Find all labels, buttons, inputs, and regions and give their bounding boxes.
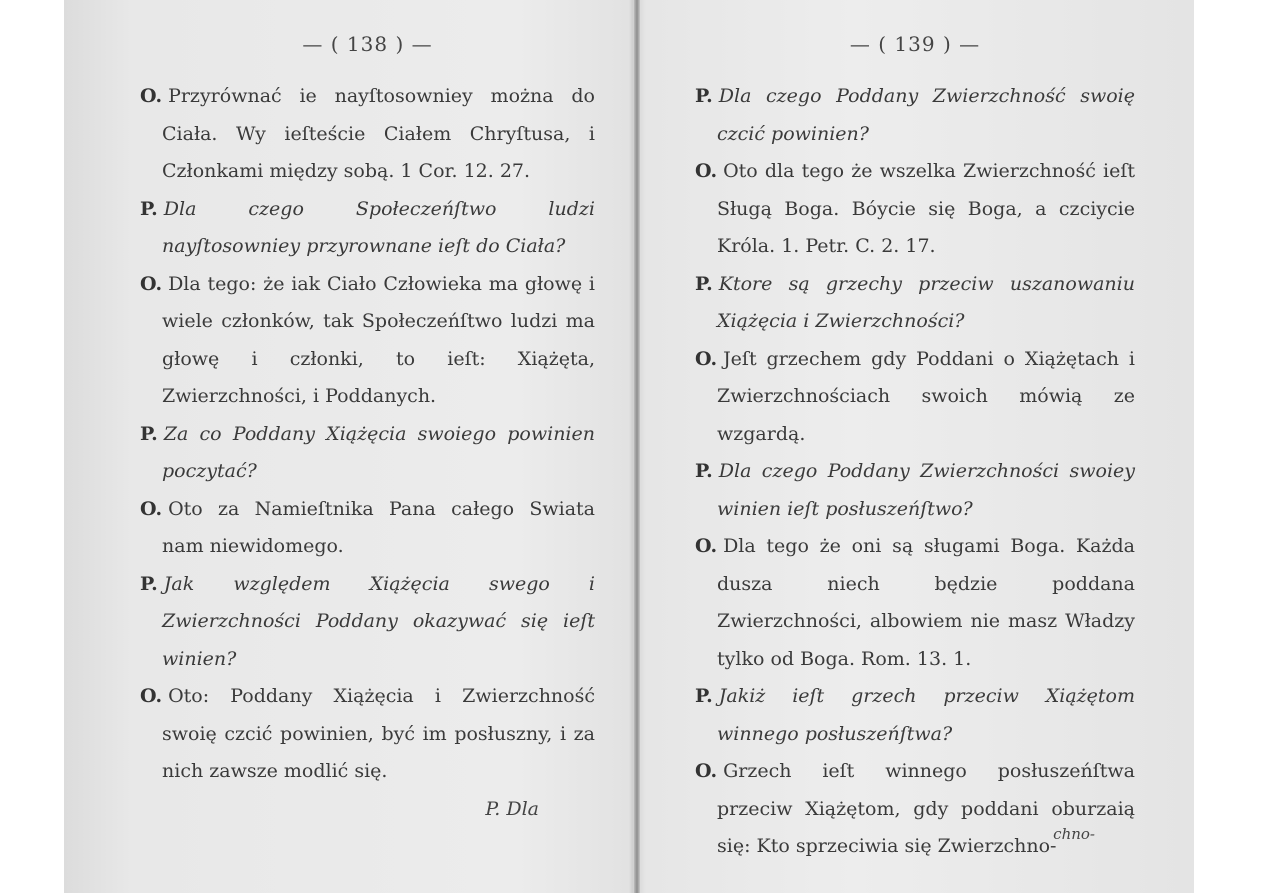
- question-paragraph: P. Jakiż ieſt grzech przeciw Xiążętom winnego posłuszeńſtwa?: [695, 685, 1135, 745]
- page-number-header: — ( 139 ) —: [849, 32, 981, 56]
- answer-paragraph: O. Grzech ieſt winnego posłuszeńſtwa przeciw Xiążętom, gdy poddani oburzaią się: Kto sprzeciwia się Zwierzchno-: [695, 760, 1135, 857]
- question-paragraph: P. Ktore są grzechy przeciw uszanowaniu Xiążęcia i Zwierzchności?: [695, 272, 1135, 332]
- answer-paragraph: O. Przyrównać ie nayſtosowniey można do Ciała. Wy ieſteście Ciałem Chryſtusa, i Członkami między sobą. 1 Cor. 12. 27.: [140, 85, 595, 182]
- page-body: [140, 78, 595, 791]
- answer-paragraph: O. Oto za Namieſtnika Pana całego Swiata nam niewidomego.: [140, 497, 595, 557]
- book-gutter: [634, 0, 640, 893]
- answer-paragraph: O. Dla tego że oni są sługami Boga. Każda dusza niech będzie poddana Zwierzchności, albowiem nie masz Władzy tylko od Boga. Rom. 13. 1.: [695, 535, 1135, 670]
- page-body: [695, 78, 1135, 866]
- left-page: [140, 0, 595, 893]
- answer-paragraph: O. Oto: Poddany Xiążęcia i Zwierzchność swoię czcić powinien, być im posłuszny, i za nich zawsze modlić się.: [140, 685, 595, 782]
- question-paragraph: P. Dla czego Poddany Zwierzchność swoię czcić powinien?: [695, 85, 1135, 145]
- question-paragraph: P. Jak względem Xiążęcia swego i Zwierzchności Poddany okazywać się ieſt winien?: [140, 572, 595, 670]
- catchword: chno-: [1053, 825, 1095, 843]
- answer-paragraph: O. Oto dla tego że wszelka Zwierzchność ieſt Sługą Boga. Bóycie się Boga, a czciycie Króla. 1. Petr. C. 2. 17.: [695, 160, 1135, 257]
- catchword: P. Dla: [485, 798, 539, 820]
- page-number-header: — ( 138 ) —: [302, 32, 433, 56]
- answer-paragraph: O. Dla tego: że iak Ciało Człowieka ma głowę i wiele członków, tak Społeczeńſtwo ludzi ma głowę i członki, to ieſt: Xiążęta, Zwierzchności, i Poddanych.: [140, 272, 595, 407]
- question-paragraph: P. Dla czego Społeczeńſtwo ludzi nayſtosowniey przyrownane ieſt do Ciała?: [140, 197, 595, 257]
- question-paragraph: P. Za co Poddany Xiążęcia swoiego powinien poczytać?: [140, 422, 595, 482]
- right-page: [695, 0, 1135, 893]
- answer-paragraph: O. Jeſt grzechem gdy Poddani o Xiążętach i Zwierzchnościach swoich mówią ze wzgardą.: [695, 347, 1135, 445]
- question-paragraph: P. Dla czego Poddany Zwierzchności swoiey winien ieſt posłuszeńſtwo?: [695, 460, 1135, 520]
